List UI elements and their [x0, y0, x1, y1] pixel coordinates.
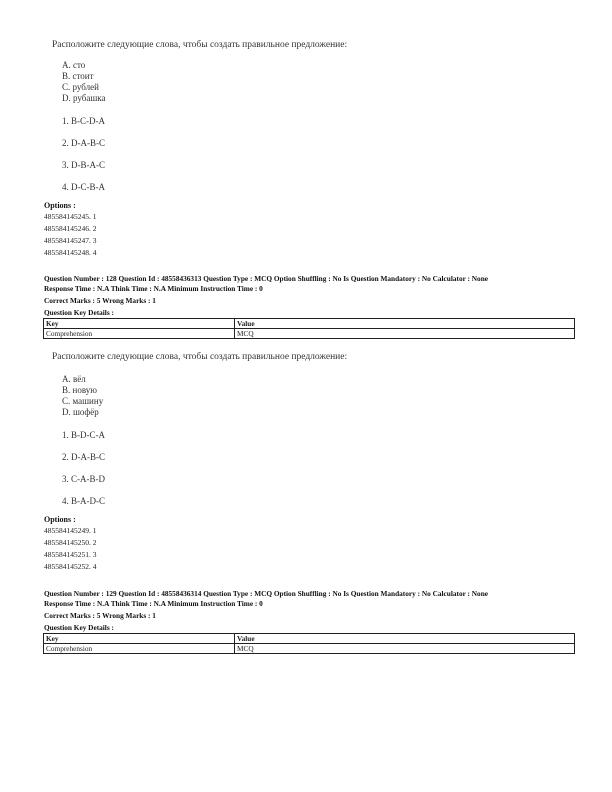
option-id: 485584145249. 1 — [44, 526, 97, 535]
question-meta-line: Response Time : N.A Think Time : N.A Minimum Instruction Time : 0 — [44, 283, 263, 293]
word-item: C. рублей — [62, 82, 99, 92]
word-item: C. машину — [62, 396, 104, 406]
option-id-list — [44, 525, 97, 573]
option-id: 485584145252. 4 — [44, 562, 97, 571]
option-id: 485584145245. 1 — [44, 212, 97, 221]
answer-choice: 3. D-B-A-C — [62, 160, 105, 170]
table-cell-key: Comprehension — [44, 329, 235, 339]
option-id: 485584145247. 3 — [44, 236, 97, 245]
table-header-value: Value — [235, 319, 575, 329]
table-header-key: Key — [44, 319, 235, 329]
table-row — [44, 329, 575, 339]
question-prompt: Расположите следующие слова, чтобы создать правильное предложение: — [52, 40, 348, 50]
question-meta-line: Question Number : 128 Question Id : 48558436313 Question Type : MCQ Option Shuffling : No Is Question Mandatory : No Calculator : None — [44, 274, 488, 283]
word-item: D. рубашка — [62, 93, 106, 103]
answer-choice: 2. D-A-B-C — [62, 138, 105, 148]
key-value-table — [43, 633, 575, 654]
table-cell-value: MCQ — [235, 329, 575, 339]
table-header-value: Value — [235, 634, 575, 644]
question-meta — [44, 589, 574, 608]
table-header-row — [44, 634, 575, 644]
question-meta-line: Question Number : 129 Question Id : 48558436314 Question Type : MCQ Option Shuffling : No Is Question Mandatory : No Calculator : None — [44, 589, 488, 598]
answer-choice: 2. D-A-B-C — [62, 452, 105, 462]
answer-choice: 4. D-C-B-A — [62, 182, 105, 192]
key-details-heading: Question Key Details : — [44, 308, 114, 317]
table-row — [44, 644, 575, 654]
answer-choice: 3. C-A-B-D — [62, 474, 105, 484]
key-details-heading: Question Key Details : — [44, 623, 114, 632]
word-item: B. стоит — [62, 71, 94, 81]
answer-choices — [62, 429, 105, 517]
word-item: A. сто — [62, 60, 86, 70]
question-meta — [44, 274, 574, 293]
word-item: D. шофёр — [62, 407, 99, 417]
word-item: A. вёл — [62, 374, 86, 384]
options-title: Options : — [44, 201, 76, 210]
word-list — [62, 60, 106, 104]
answer-choice: 1. B-C-D-A — [62, 116, 105, 126]
word-item: B. новую — [62, 385, 97, 395]
table-header-key: Key — [44, 634, 235, 644]
key-value-table — [43, 318, 575, 339]
table-cell-key: Comprehension — [44, 644, 235, 654]
question-prompt: Расположите следующие слова, чтобы создать правильное предложение: — [52, 352, 348, 362]
question-meta-line: Response Time : N.A Think Time : N.A Minimum Instruction Time : 0 — [44, 598, 263, 608]
word-list — [62, 374, 103, 418]
option-id: 485584145251. 3 — [44, 550, 97, 559]
marks-line: Correct Marks : 5 Wrong Marks : 1 — [44, 611, 156, 620]
table-header-row — [44, 319, 575, 329]
option-id: 485584145246. 2 — [44, 224, 97, 233]
table-cell-value: MCQ — [235, 644, 575, 654]
answer-choices — [62, 115, 105, 203]
answer-choice: 1. B-D-C-A — [62, 430, 105, 440]
option-id-list — [44, 211, 97, 259]
answer-choice: 4. B-A-D-C — [62, 496, 105, 506]
option-id: 485584145248. 4 — [44, 248, 97, 257]
option-id: 485584145250. 2 — [44, 538, 97, 547]
marks-line: Correct Marks : 5 Wrong Marks : 1 — [44, 296, 156, 305]
options-title: Options : — [44, 515, 76, 524]
